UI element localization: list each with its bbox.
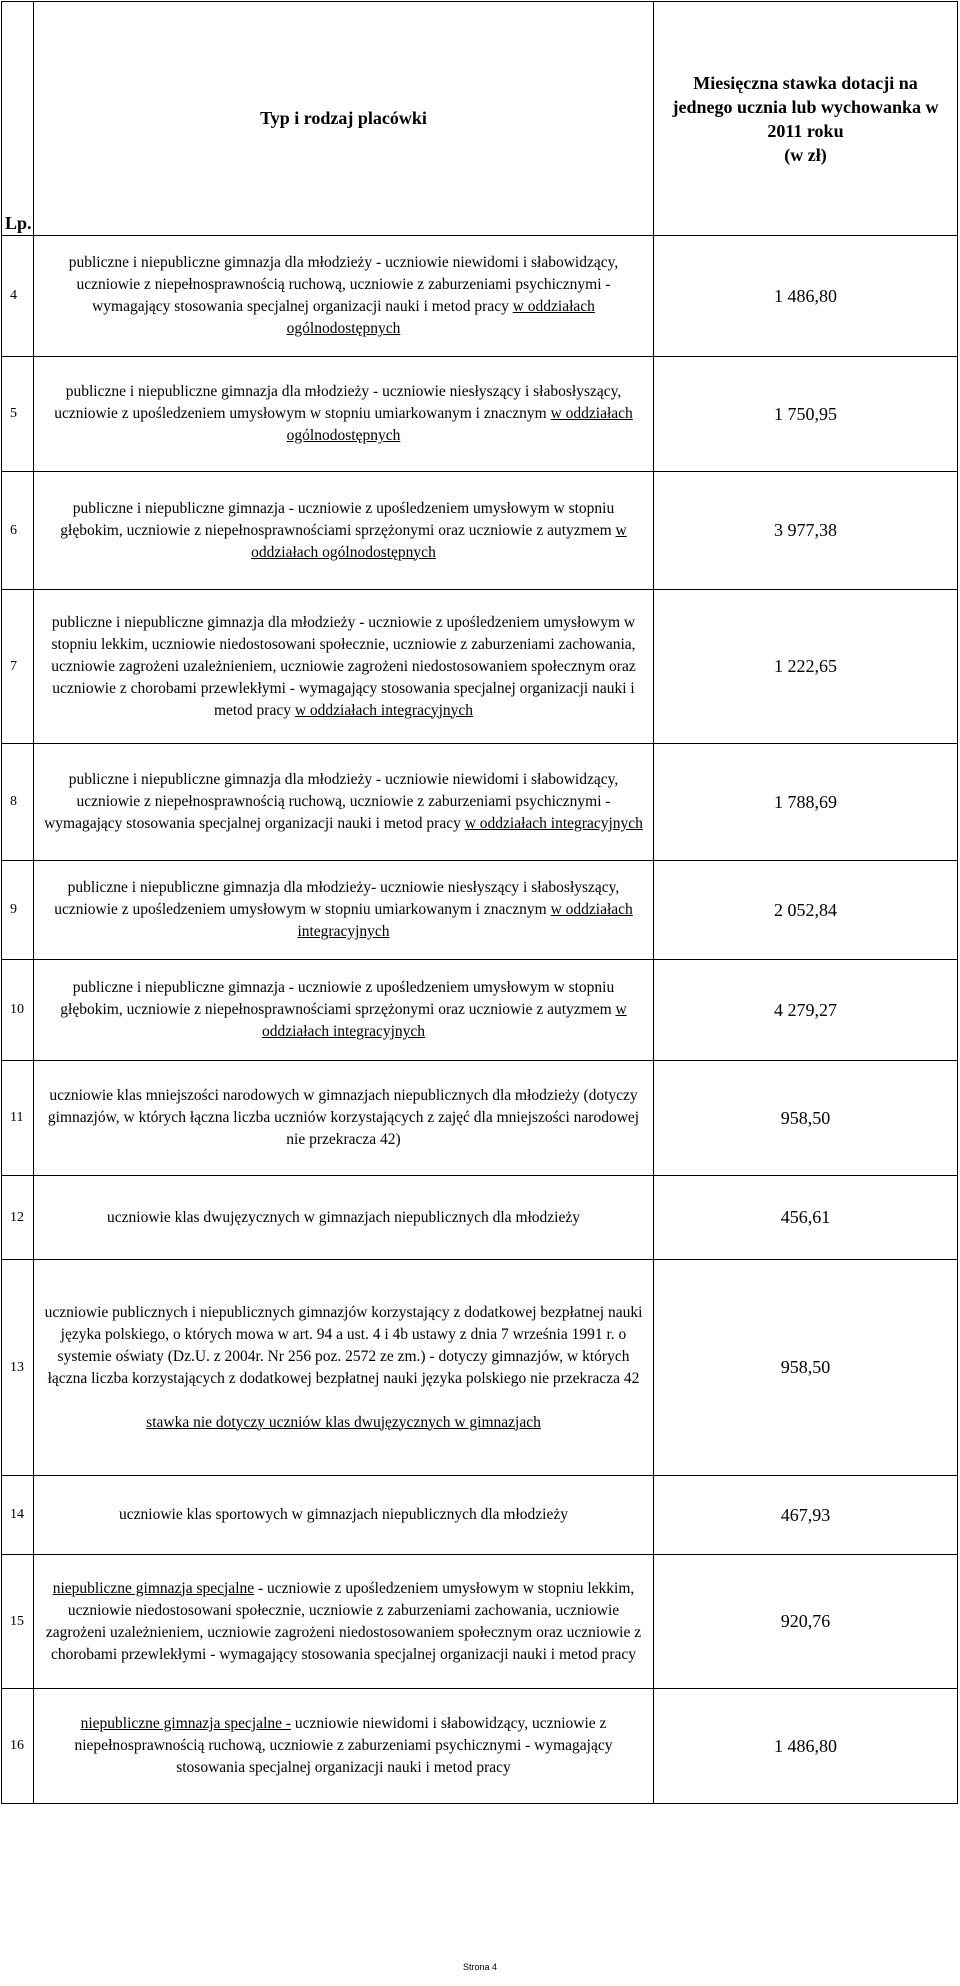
monthly-rate: 2 052,84 — [654, 861, 958, 960]
facility-type-text: publiczne i niepubliczne gimnazja dla młodzieży - uczniowie niesłyszący i słabosłyszący, uczniowie z upośledzeniem umysłowym w stopniu umiarkowanym i znacznym — [54, 383, 622, 422]
page-footer: Strona 4 — [462, 1962, 498, 1972]
rate-header-line: 2011 roku — [767, 120, 844, 141]
row-number: 14 — [2, 1476, 34, 1555]
facility-type-text: publiczne i niepubliczne gimnazja - uczniowie z upośledzeniem umysłowym w stopniu głębokim, uczniowie z niepełnosprawnościami sprzężonymi oraz uczniowie z autyzmem — [60, 499, 616, 539]
row-number: 16 — [2, 1689, 34, 1804]
type-header: Typ i rodzaj placówki — [34, 2, 654, 236]
rate-header-line: Miesięczna stawka dotacji na — [693, 72, 918, 93]
facility-type-text: uczniowie niewidomi i słabowidzący, uczniowie z niepełnosprawnością ruchową, uczniowie z zaburzeniami psychicznymi - wymagający stosowania specjalnej organizacji nauki i metod pracy — [74, 1715, 613, 1776]
table-row — [2, 472, 958, 590]
monthly-rate: 1 222,65 — [654, 590, 958, 744]
facility-type — [34, 472, 654, 590]
monthly-rate: 467,93 — [654, 1476, 958, 1555]
facility-type — [34, 744, 654, 861]
row-number: 15 — [2, 1555, 34, 1689]
facility-type-underlined: w oddziałach integracyjnych — [297, 901, 633, 940]
row-number: 11 — [2, 1061, 34, 1176]
monthly-rate: 1 750,95 — [654, 357, 958, 472]
table-row — [2, 1555, 958, 1689]
table-row — [2, 1260, 958, 1476]
monthly-rate: 3 977,38 — [654, 472, 958, 590]
header-row — [2, 2, 958, 236]
facility-type-text: - uczniowie z upośledzeniem umysłowym w stopniu lekkim, uczniowie niedostosowani społecznie, uczniowie z zaburzeniami zachowania, uczniowie zagrożeni uzależnieniem, uczniowie zagrożeni niedostosowaniem społecznym oraz uczniowie z chorobami przewlekłymi - wymagający stosowania specjalnej organizacji nauki i metod pracy — [45, 1579, 642, 1663]
facility-type-underlined: w oddziałach ogólnodostępnych — [251, 521, 627, 561]
monthly-rate: 1 486,80 — [654, 236, 958, 357]
row-number: 12 — [2, 1176, 34, 1260]
facility-type-text: publiczne i niepubliczne gimnazja dla młodzieży - uczniowie niewidomi i słabowidzący, uczniowie z niepełnosprawnością ruchową, uczniowie z zaburzeniami psychicznymi - wymagający stosowania specjalnej organizacji nauki i metod pracy — [68, 254, 619, 315]
monthly-rate: 456,61 — [654, 1176, 958, 1260]
facility-type-text: uczniowie klas dwujęzycznych w gimnazjach niepublicznych dla młodzieży — [107, 1208, 580, 1226]
monthly-rate: 958,50 — [654, 1061, 958, 1176]
row-number: 9 — [2, 861, 34, 960]
monthly-rate: 920,76 — [654, 1555, 958, 1689]
facility-type — [34, 357, 654, 472]
facility-type-underlined: w oddziałach integracyjnych — [261, 1001, 627, 1040]
rate-header — [654, 2, 958, 236]
facility-type — [34, 590, 654, 744]
table-row — [2, 1061, 958, 1176]
table-row — [2, 236, 958, 357]
row-number: 13 — [2, 1260, 34, 1476]
row-number: 10 — [2, 960, 34, 1061]
table-row — [2, 861, 958, 960]
row-number: 5 — [2, 357, 34, 472]
facility-type — [34, 1689, 654, 1804]
facility-type — [34, 1555, 654, 1689]
facility-type — [34, 960, 654, 1061]
table-row — [2, 590, 958, 744]
facility-type — [34, 236, 654, 357]
facility-type-underlined: w oddziałach integracyjnych — [464, 815, 643, 832]
table-row — [2, 357, 958, 472]
facility-type-text: publiczne i niepubliczne gimnazja dla młodzieży - uczniowie niewidomi i słabowidzący, uczniowie z niepełnosprawnością ruchową, uczniowie z zaburzeniami psychicznymi - wymagający stosowania specjalnej organizacji nauki i metod pracy — [44, 771, 619, 832]
facility-type — [34, 1061, 654, 1176]
facility-type-text: publiczne i niepubliczne gimnazja - uczniowie z upośledzeniem umysłowym w stopniu głębokim, uczniowie z niepełnosprawnościami sprzężonymi oraz uczniowie z autyzmem — [60, 979, 616, 1018]
rate-header-line: jednego ucznia lub wychowanka w — [672, 96, 939, 117]
table-row — [2, 1176, 958, 1260]
table-row — [2, 744, 958, 861]
row-number: 8 — [2, 744, 34, 861]
facility-type-lead: niepubliczne gimnazja specjalne — [52, 1579, 255, 1597]
facility-type — [34, 1476, 654, 1555]
monthly-rate: 4 279,27 — [654, 960, 958, 1061]
table-row — [2, 1476, 958, 1555]
facility-type — [34, 1176, 654, 1260]
lp-header: Lp. — [2, 2, 34, 236]
facility-type-note: stawka nie dotyczy uczniów klas dwujęzycznych w gimnazjach — [146, 1413, 541, 1431]
row-number: 4 — [2, 236, 34, 357]
monthly-rate: 1 788,69 — [654, 744, 958, 861]
facility-type-text: publiczne i niepubliczne gimnazja dla młodzieży - uczniowie z upośledzeniem umysłowym w stopniu lekkim, uczniowie niedostosowani społecznie, uczniowie z zaburzeniami zachowania, uczniowie zagrożeni uzależnieniem, uczniowie zagrożeni niedostosowaniem społecznym oraz uczniowie z chorobami przewlekłymi - wymagający stosowania specjalnej organizacji nauki i metod pracy — [51, 613, 636, 719]
facility-type-text: uczniowie publicznych i niepublicznych gimnazjów korzystający z dodatkowej bezpłatnej nauki języka polskiego, o których mowa w art. 94 a ust. 4 i 4b ustawy z dnia 7 września 1991 r. o systemie oświaty (Dz.U. z 2004r. Nr 256 poz. 2572 ze zm.) - dotyczy gimnazjów, w których łączna liczba korzystających z dodatkowej bezpłatnej nauki języka polskiego nie przekracza 42 — [44, 1303, 643, 1387]
subsidy-rates-table — [1, 1, 958, 1804]
facility-type-text: uczniowie klas sportowych w gimnazjach niepublicznych dla młodzieży — [119, 1506, 568, 1523]
facility-type-underlined: w oddziałach ogólnodostępnych — [286, 298, 595, 337]
facility-type-underlined: w oddziałach ogólnodostępnych — [286, 405, 633, 444]
facility-type-text: uczniowie klas mniejszości narodowych w gimnazjach niepublicznych dla młodzieży (dotyczy gimnazjów, w których łączna liczba uczniów korzystających z zajęć dla mniejszości narodowej nie przekracza 42) — [47, 1087, 640, 1148]
facility-type-underlined: w oddziałach integracyjnych — [294, 701, 474, 719]
row-number: 7 — [2, 590, 34, 744]
facility-type-lead: niepubliczne gimnazja specjalne - — [80, 1715, 292, 1732]
facility-type-text: publiczne i niepubliczne gimnazja dla młodzieży- uczniowie niesłyszący i słabosłyszący, uczniowie z upośledzeniem umysłowym w stopniu umiarkowanym i znacznym — [54, 879, 620, 918]
facility-type — [34, 1260, 654, 1476]
table-row — [2, 1689, 958, 1804]
monthly-rate: 1 486,80 — [654, 1689, 958, 1804]
facility-type — [34, 861, 654, 960]
row-number: 6 — [2, 472, 34, 590]
monthly-rate: 958,50 — [654, 1260, 958, 1476]
rate-header-line: (w zł) — [784, 144, 827, 165]
table-row — [2, 960, 958, 1061]
